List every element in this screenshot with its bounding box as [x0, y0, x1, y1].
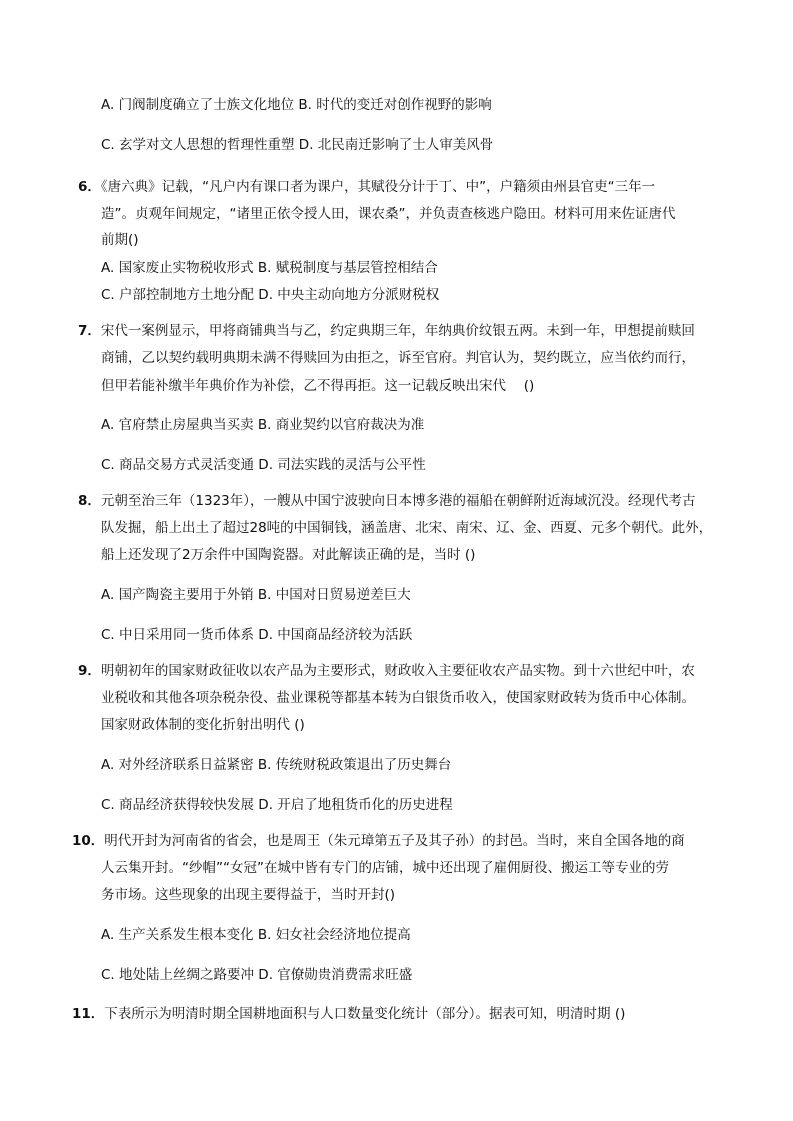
question-stem-line: 明代开封为河南省的省会，也是周王（朱元璋第五子及其子孙）的封邑。当时，来自全国各地的商: [104, 833, 685, 849]
question-stem-line: 造”。贞观年间规定，“诸里正依令授人田，课农桑”，并负责查核逃户隐田。材料可用来佐证唐代: [101, 206, 676, 222]
question-stem-line: 商铺，乙以契约载明典期未满不得赎回为由拒之，诉至官府。判官认为，契约既立，应当依约而行，: [101, 350, 695, 366]
question-number: 9．: [78, 663, 101, 679]
option-cd: C. 商品经济获得较快发展 D. 开启了地租货币化的历史进程: [101, 797, 453, 813]
option-ab: A. 官府禁止房屋典当买卖 B. 商业契约以官府裁决为准: [101, 417, 425, 433]
question-stem-line: 《唐六典》记载，“凡户内有课口者为课户，其赋役分计于丁、中”，户籍须由州县官吏“三年一: [100, 179, 656, 195]
question-stem-line: 但甲若能补缴半年典价作为补偿，乙不得再拒。这一记载反映出宋代 (): [101, 378, 535, 394]
question-stem-line: 务市场。这些现象的出现主要得益于，当时开封(): [101, 887, 396, 903]
option-cd: C. 户部控制地方土地分配 D. 中央主动向地方分派财税权: [101, 287, 440, 303]
question-stem-line: 下表所示为明清时期全国耕地面积与人口数量变化统计（部分）。据表可知，明清时期 (): [104, 1006, 626, 1022]
question-stem-line: 国家财政体制的变化折射出明代 (): [101, 717, 305, 733]
option-ab: A. 国家废止实物税收形式 B. 赋税制度与基层管控相结合: [101, 260, 438, 276]
q5-option-cd: C. 玄学对文人思想的哲理性重塑 D. 北民南迁影响了士人审美风骨: [101, 137, 494, 153]
option-ab: A. 国产陶瓷主要用于外销 B. 中国对日贸易逆差巨大: [101, 587, 411, 603]
question-stem-line: 船上还发现了2万余件中国陶瓷器。对此解读正确的是，当时 (): [101, 547, 476, 563]
question-stem-line: 前期(): [101, 232, 139, 248]
option-cd: C. 商品交易方式灵活变通 D. 司法实践的灵活与公平性: [101, 457, 426, 473]
question-stem-line: 宋代一案例显示，甲将商铺典当与乙，约定典期三年，年纳典价纹银五两。未到一年，甲想提前赎回: [100, 323, 695, 339]
option-ab: A. 对外经济联系日益紧密 B. 传统财税政策退出了历史舞台: [101, 757, 452, 773]
question-number: 6．: [78, 179, 101, 195]
question-number: 10．: [72, 833, 105, 849]
option-cd: C. 地处陆上丝绸之路要冲 D. 官僚勋贵消费需求旺盛: [101, 967, 413, 983]
q5-option-ab: A. 门阀制度确立了士族文化地位 B. 时代的变迁对创作视野的影响: [101, 97, 492, 113]
question-number: 7．: [78, 323, 101, 339]
question-stem-line: 队发掘，船上出土了超过28吨的中国铜钱，涵盖唐、北宋、南宋、辽、金、西夏、元多个朝代。此外，: [101, 520, 713, 536]
option-cd: C. 中日采用同一货币体系 D. 中国商品经济较为活跃: [101, 627, 413, 643]
question-number: 11．: [72, 1006, 105, 1022]
question-stem-line: 业税收和其他各项杂税杂役、盐业课税等都基本转为白银货币收入，使国家财政转为货币中心体制。: [101, 690, 695, 706]
question-stem-line: 元朝至治三年（1323年），一艘从中国宁波驶向日本博多港的福船在朝鲜附近海域沉没。经现代考古: [100, 493, 696, 509]
question-stem-line: 人云集开封。“纱帽”“女冠”在城中皆有专门的店铺，城中还出现了雇佣厨役、搬运工等专业的劳: [101, 860, 669, 876]
option-ab: A. 生产关系发生根本变化 B. 妇女社会经济地位提高: [101, 927, 411, 943]
question-number: 8．: [78, 493, 101, 509]
question-stem-line: 明朝初年的国家财政征收以农产品为主要形式，财政收入主要征收农产品实物。到十六世纪中叶，农: [100, 663, 695, 679]
